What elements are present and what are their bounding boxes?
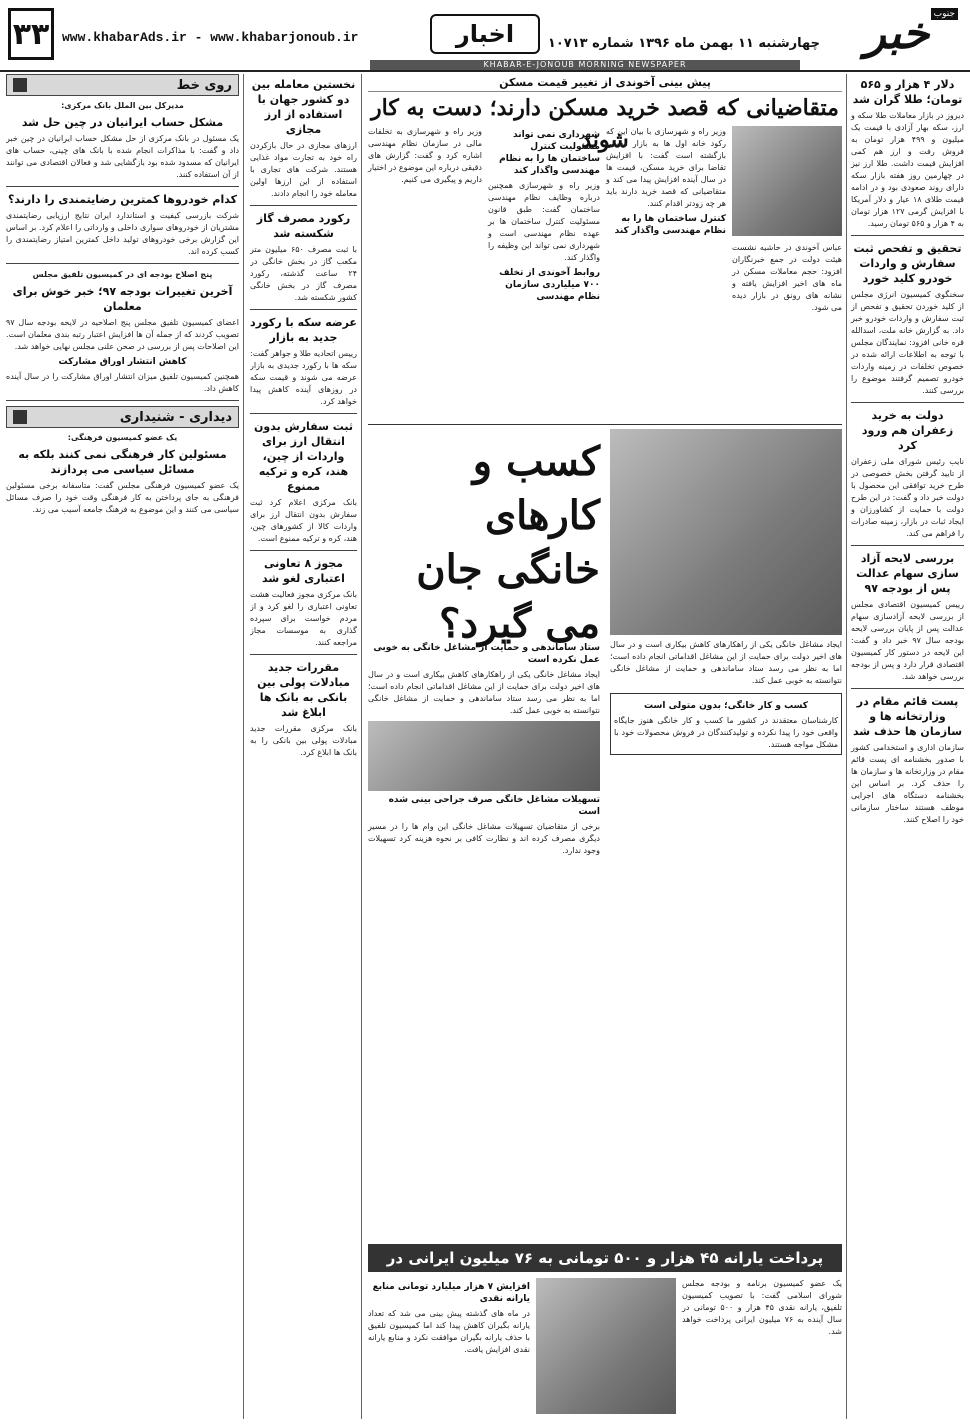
- masthead-band: KHABAR-E-JONOUB MORNING NEWSPAPER: [370, 60, 800, 70]
- column-tag: [6, 74, 239, 96]
- subheading: تسهیلات مشاغل خانگی صرف جراحی بینی شده است: [388, 795, 600, 817]
- column-tag: [6, 406, 239, 428]
- article-body: عباس آخوندی در حاشیه نشست هیئت دولت در جمع خبرنگاران افزود: حجم معاملات مسکن در ماه های اخیر افزایش یافته و نشانه های رونق در بازار دیده می شود.: [732, 243, 842, 312]
- headline: مسئولین کار فرهنگی نمی کنند بلکه به مسائل سیاسی می پردازند: [18, 448, 227, 476]
- article-body: ایجاد مشاغل خانگی یکی از راهکارهای کاهش بیکاری است و در سال های اخیر دولت برای حمایت از این مشاغل اقداماتی انجام داده است؛ اما به نظر می رسد ستاد ساماندهی و حمایت از مشاغل خانگی نتوانسته به خوبی عمل کند.: [368, 670, 600, 715]
- article-body: یک عضو کمیسیون فرهنگی مجلس گفت: متاسفانه برخی مسئولین فرهنگی به جای پرداختن به کار فرهنگی وقت خود را صرف مسائل سیاسی می کنند و این موضوع به فرهنگ جامعه آسیب می زند.: [6, 481, 239, 514]
- article-body: وزیر راه و شهرسازی به تخلفات مالی در سازمان نظام مهندسی اشاره کرد و گفت: گزارش های دقیقی درباره این موضوع در اختیار داریم و پیگیری می کنیم.: [368, 127, 482, 184]
- headline: دولت به خرید زعفران هم ورود کرد: [861, 409, 954, 452]
- article-body: شرکت بازرسی کیفیت و استاندارد ایران نتایج ارزیابی رضایتمندی مشتریان از خودروهای سواری داخلی و وارداتی را اعلام کرد. بر اساس این گزارش برخی خودروهای تولید داخل کمترین امتیاز رضایتمندی را کسب کرده اند.: [6, 211, 239, 256]
- feature-col-right: [610, 639, 842, 755]
- lead-col-1: [606, 126, 726, 240]
- lead-col-1b: [732, 242, 842, 314]
- headline: مجوز ۸ تعاونی اعتباری لغو شد: [262, 557, 345, 585]
- article-body: رییس کمیسیون اقتصادی مجلس از بررسی لایحه آزادسازی سهام عدالت پس از پایان بررسی لایحه بودجه سال ۹۷ خبر داد و گفت: این لایحه در دستور کار کمیسیون اقتصادی قرار دارد و پس از بودجه بررسی خواهد شد.: [851, 600, 964, 681]
- main-section: [368, 74, 842, 1419]
- article-body: اعضای کمیسیون تلفیق مجلس پنج اصلاحیه در لایحه بودجه سال ۹۷ تصویب کردند که از جمله آن ها افزایش اعتبار رتبه بندی معلمان است. این اصلاحات پس از بررسی در صحن علنی مجلس نهایی خواهد شد.: [6, 318, 239, 351]
- article-body: وزیر راه و شهرسازی همچنین درباره وظایف نظام مهندسی ساختمان گفت: طبق قانون مسئولیت کنترل ساختمان ها بر عهده نظام مهندسی است و شهرداری نمی تواند این وظیفه را واگذار کند.: [488, 181, 600, 262]
- headline: آخرین تغییرات بودجه ۹۷؛ خبر خوش برای معلمان: [12, 285, 233, 313]
- narrow-news-column: [250, 74, 362, 1419]
- headline: پست قائم مقام در وزارتخانه ها و سازمان ها حذف شد: [852, 695, 963, 738]
- headline: رکورد مصرف گاز شکسته شد: [256, 212, 351, 240]
- article-body: ایجاد مشاغل خانگی یکی از راهکارهای کاهش بیکاری است و در سال های اخیر دولت برای حمایت از این مشاغل اقداماتی انجام داده است؛ اما به نظر می رسد ستاد ساماندهی و حمایت از مشاغل خانگی نتوانسته به خوبی عمل کند.: [610, 640, 842, 685]
- article-body: وزیر راه و شهرسازی با بیان این که رکود خانه اول ها به بازار مسکن بازگشته است گفت: با افزایش تقاضا برای خرید مسکن، قیمت ها در سال آینده افزایش پیدا می کند و متقاضیانی که قصد خرید دارند باید هر چه زودتر اقدام کنند.: [606, 127, 726, 208]
- subsidy-story: [368, 1278, 842, 1418]
- headline: دلار ۴ هزار و ۵۶۵ تومان؛ طلا گران شد: [852, 78, 963, 106]
- subheading: روابط آخوندی از تخلف ۷۰۰ میلیاردی سازمان نظام مهندسی: [499, 268, 600, 302]
- subheading: ستاد ساماندهی و حمایت از مشاغل خانگی به خوبی عمل نکرده است: [373, 643, 600, 665]
- divider: [851, 688, 964, 689]
- subsidy-col-1: [682, 1278, 842, 1338]
- article-body: سازمان اداری و استخدامی کشور با صدور بخشنامه ای پست قائم مقام در وزارتخانه ها و سازمان ها را حذف کرد. بر اساس این بخشنامه دستگاه های اجرایی موظف هستند ساختار سازمانی خود را اصلاح کنند.: [851, 743, 964, 824]
- divider: [851, 235, 964, 236]
- subheading: کنترل ساختمان ها را به نظام مهندسی واگذار کند: [614, 214, 726, 236]
- column-tag-label: روی خط: [176, 77, 232, 93]
- headline: تحقیق و تفحص ثبت سفارش و واردات خودرو کلید خورد: [853, 242, 962, 285]
- divider: [250, 205, 357, 206]
- lead-kicker: پیش بینی آخوندی از تغییر قیمت مسکن: [368, 74, 842, 92]
- feature-title: [372, 435, 600, 651]
- article-body: دیروز در بازار معاملات طلا سکه و ارز، سکه بهار آزادی با قیمت یک میلیون و ۴۹۹ هزار تومان به فروش رفت و ارز هم کمی افزایش قیمت داشت. طلا ارز نیز در چهارمین روز هفته بازار سکه دارای روند صعودی بود و در ادامه قیمت طلای ۱۸ عیار و دلار آمریکا با افزایش گرمی ۱۲۷ هزار تومان به ۴ هزار و ۵۶۵ تومان رسید.: [851, 111, 964, 228]
- kicker: پنج اصلاح بودجه ای در کمیسیون تلفیق مجلس: [32, 270, 213, 279]
- atm-photo: [536, 1278, 676, 1414]
- headline: بررسی لایحه آزاد سازی سهام عدالت پس از بودجه ۹۷: [856, 552, 959, 595]
- lead-headline: متقاضیانی که قصد خرید مسکن دارند؛ دست به کار شوند: [371, 95, 839, 153]
- subheading: شهرداری نمی تواند مسئولیت کنترل ساختمان ها را به نظام مهندسی واگذار کند: [499, 130, 600, 176]
- article-body: کارشناسان معتقدند در کشور ما کسب و کار خانگی هنوز جایگاه واقعی خود را پیدا نکرده و تولیدکنندگان در فروش محصولات خود با مشکل مواجه هستند.: [614, 716, 838, 749]
- lead-col-3: [368, 126, 482, 186]
- article-body: ارزهای مجازی در حال بازکردن راه خود به تجارت مواد غذایی هستند. شرکت های تجاری با استفاده از این ارزها اولین معامله خود را انجام دادند.: [250, 141, 357, 198]
- subheading: کاهش انتشار اوراق مشارکت: [58, 357, 187, 367]
- website-urls: www.khabarAds.ir - www.khabarjonoub.ir: [62, 30, 359, 45]
- logo-text: خبر: [864, 7, 930, 59]
- divider: [6, 263, 239, 264]
- right-column: [846, 74, 964, 1419]
- box-title: کسب و کار خانگی؛ بدون متولی است: [644, 701, 808, 711]
- article-body: یک مسئول در بانک مرکزی از حل مشکل حساب ایرانیان در چین خبر داد و گفت: با مذاکرات انجام شده با بانک های چینی، حساب های ایرانیان که مسدود شده بود بازگشایی شد و فعالان اقتصادی می توانند از آن استفاده کنند.: [6, 134, 239, 179]
- article-body: بانک مرکزی اعلام کرد ثبت سفارش بدون انتقال ارز برای واردات کالا از کشورهای چین، هند، کره و ترکیه ممنوع است.: [250, 498, 357, 543]
- section-title: اخبار: [430, 14, 540, 54]
- kicker: مدیرکل بین الملل بانک مرکزی:: [61, 101, 184, 110]
- divider: [851, 545, 964, 546]
- subheading: افزایش ۷ هزار میلیارد تومانی منابع یارانه نقدی: [372, 1282, 530, 1304]
- divider: [250, 654, 357, 655]
- article-body: نایب رئیس شورای ملی زعفران از تایید گرفتن بخش خصوصی در طرح خرید توافقی این محصول با دولت خبر داد و گفت: در این طرح دولت با حمایت از کشاورزان و ایجاد ثبات در بازار، زمینه صادرات را فراهم می کند.: [851, 457, 964, 538]
- masthead: [0, 0, 970, 72]
- left-column: [6, 74, 244, 1419]
- headline: مشکل حساب ایرانیان در چین حل شد: [21, 116, 224, 129]
- article-body: همچنین کمیسیون تلفیق میزان انتشار اوراق مشارکت را در سال آینده کاهش داد.: [6, 372, 239, 393]
- feature-col-left: [368, 639, 600, 857]
- square-icon: [13, 78, 27, 92]
- logo-sub: جنوب: [931, 8, 958, 20]
- divider: [250, 309, 357, 310]
- article-body: بانک مرکزی مقررات جدید مبادلات پولی بین بانکی را به بانک ها ابلاغ کرد.: [250, 724, 357, 757]
- article-body: رییس اتحادیه طلا و جواهر گفت: سکه ها با رکورد جدیدی به بازار عرضه می شوند و قیمت سکه در روزهای آینده کاهش پیدا خواهد کرد.: [250, 349, 357, 406]
- issue-date: چهارشنبه ۱۱ بهمن ماه ۱۳۹۶ شماره ۱۰۷۱۳: [547, 36, 820, 51]
- feature-title-line: خانگی جان: [416, 546, 600, 593]
- kicker: یک عضو کمیسیون فرهنگی:: [67, 433, 178, 442]
- article-body: بانک مرکزی مجوز فعالیت هشت تعاونی اعتباری را لغو کرد و از مردم خواست برای سپرده گذاری به موسسات مجاز مراجعه کنند.: [250, 590, 357, 647]
- divider: [6, 400, 239, 401]
- page-number: ۳۳: [8, 8, 54, 60]
- divider: [851, 402, 964, 403]
- divider: [250, 550, 357, 551]
- article-body: سخنگوی کمیسیون انرژی مجلس از کلید خوردن تحقیق و تفحص از ثبت سفارش و واردات خودرو خبر داد. به گزارش خانه ملت، اسدالله قره خانی افزود: نمایندگان مجلس با توجه به اطلاعات ارائه شده در خصوص تخلفات در زمینه واردات خودرو تصمیم گرفتند موضوع را بررسی کنند.: [851, 290, 964, 395]
- article-body: یک عضو کمیسیون برنامه و بودجه مجلس شورای اسلامی گفت: با تصویب کمیسیون تلفیق، یارانه نقدی ۴۵ هزار و ۵۰۰ تومانی در سال آینده به ۷۶ میلیون ایرانی پرداخت خواهد شد.: [682, 1279, 842, 1336]
- headline: نخستین معامله بین دو کشور جهان با استفاده از ارز مجازی: [251, 78, 356, 136]
- square-icon: [13, 410, 27, 424]
- feature-title-line: کسب و کارهای: [472, 438, 600, 539]
- headline: عرضه سکه با رکورد جدید به بازار: [250, 316, 357, 344]
- divider: [6, 186, 239, 187]
- column-tag-label: دیداری - شنیداری: [119, 409, 232, 425]
- feature-story: [368, 424, 842, 908]
- subsidy-col-2: [368, 1278, 530, 1356]
- headline: کدام خودروها کمترین رضایتمندی را دارند؟: [8, 193, 237, 206]
- article-body: برخی از متقاضیان تسهیلات مشاغل خانگی این وام ها را در مسیر دیگری مصرف کرده اند و نظارت کافی بر نحوه هزینه کرد تسهیلات وجود ندارد.: [368, 822, 600, 855]
- divider: [250, 413, 357, 414]
- feature-title-line: می گیرد؟: [439, 600, 600, 647]
- minister-photo: [732, 126, 842, 236]
- newspaper-logo: [832, 4, 962, 62]
- headline: مقررات جدید مبادلات پولی بین بانکی به بانک ها ابلاغ شد: [257, 661, 350, 719]
- headline: ثبت سفارش بدون انتقال ارز برای واردات از چین، هند، کره و ترکیه ممنوع: [253, 420, 353, 493]
- feature-box: [610, 693, 842, 755]
- article-body: با ثبت مصرف ۶۵۰ میلیون متر مکعب گاز در بخش خانگی در ۲۴ ساعت گذشته، رکورد مصرف گاز در بخش خانگی کشور شکسته شد.: [250, 245, 357, 302]
- article-body: در ماه های گذشته پیش بینی می شد که تعداد یارانه بگیران کاهش پیدا کند اما کمیسیون تلفیق با حذف یارانه بگیران موافقت نکرد و منابع یارانه نقدی افزایش یافت.: [368, 1309, 530, 1354]
- feature-photo: [610, 429, 842, 635]
- feature-photo-small: [368, 721, 600, 791]
- lead-col-2: [488, 126, 600, 306]
- subsidy-banner: پرداخت یارانه ۴۵ هزار و ۵۰۰ تومانی به ۷۶ میلیون ایرانی در: [368, 1244, 842, 1272]
